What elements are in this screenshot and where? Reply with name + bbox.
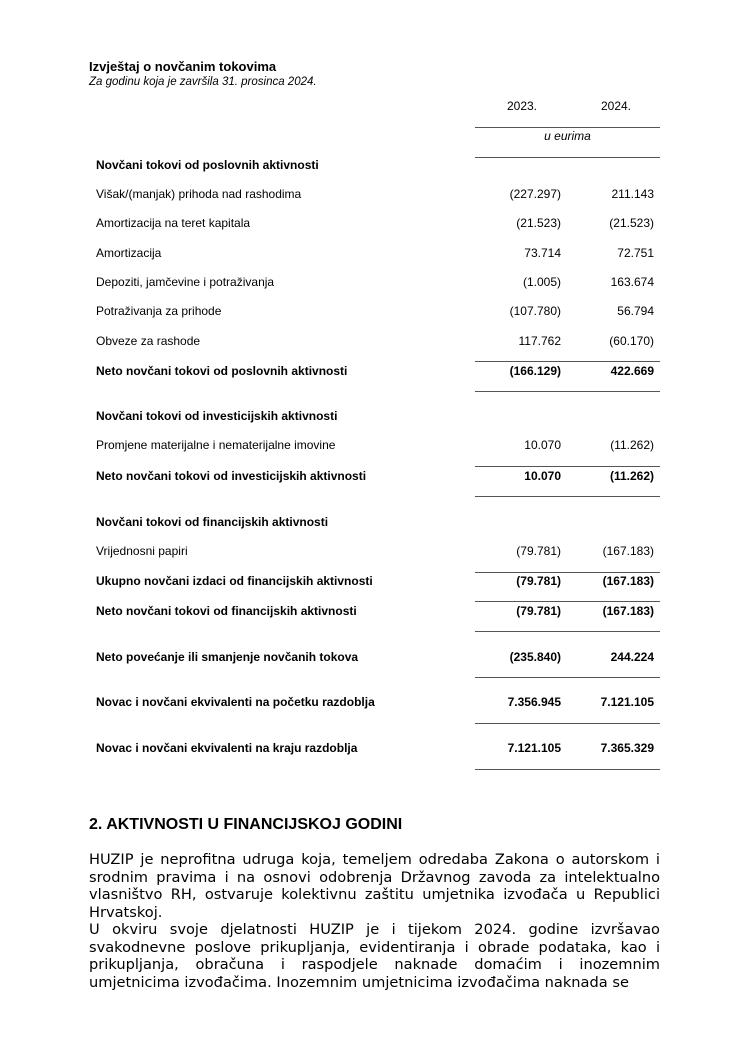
row-label: Novac i novčani ekvivalenti na kraju razdoblja [96,741,358,755]
value-2023: (107.780) [509,304,561,318]
row-label: Novčani tokovi od poslovnih aktivnosti [96,158,319,172]
paragraph: U okviru svoje djelatnosti HUZIP je i tijekom 2024. godine izvršavao svakodnevne poslove prikupljanja, evidentiranja i obrade podataka, kao i prikupljanja, obračuna i raspodjele naknade domaćim i inozemnim umjetnicima izvođačima. Inozemnim umjetnicima izvođačima naknada se [89,921,660,991]
value-2023: (79.781) [516,544,561,558]
rule [475,466,660,467]
value-2024: (167.183) [602,544,654,558]
rule [475,769,660,770]
value-2024: 72.751 [617,246,654,260]
value-2024: 163.674 [610,275,654,289]
section-row-operating [0,158,749,174]
row-label: Višak/(manjak) prihoda nad rashodima [96,187,302,201]
value-2024: 211.143 [611,187,654,201]
closing-cash-row [0,741,749,757]
value-2023: (166.129) [509,364,561,378]
row-label: Vrijednosni papiri [96,544,188,558]
value-2023: 10.070 [524,438,561,452]
subtotal-row-operating [0,364,749,380]
value-2024: (21.523) [609,216,654,230]
row-label: Neto novčani tokovi od investicijskih aktivnosti [96,469,367,483]
rule [475,677,660,678]
value-2023: (1.005) [522,275,561,289]
paragraph: HUZIP je neprofitna udruga koja, temeljem odredaba Zakona o autorskom i srodnim pravima i na osnovi odobrenja Državnog zavoda za intelektualno vlasništvo RH, ostvaruje kolektivnu zaštitu umjetnika izvođača u Republici Hrvatskoj. [89,851,660,921]
value-2023: (79.781) [516,604,561,618]
row-label: Depoziti, jamčevine i potraživanja [96,275,275,289]
table-row [0,216,749,232]
row-label: Neto novčani tokovi od poslovnih aktivnosti [96,364,348,378]
value-2024: (167.183) [602,604,654,618]
value-2023: 7.356.945 [507,695,561,709]
table-row [0,187,749,203]
row-label: Amortizacija [96,246,162,260]
row-label: Novčani tokovi od investicijskih aktivnosti [96,409,338,423]
value-2024: (11.262) [610,438,654,452]
table-row [0,544,749,560]
rule [475,496,660,497]
value-2023: (21.523) [516,216,561,230]
value-2023: (227.297) [509,187,561,201]
column-header-2023: 2023. [506,99,537,113]
table-row [0,275,749,291]
table-row [0,304,749,320]
value-2023: 117.762 [518,334,561,348]
row-label: Amortizacija na teret kapitala [96,216,251,230]
header-rule-top [475,127,660,128]
value-2024: 7.365.329 [600,741,654,755]
statement-title: Izvještaj o novčanim tokovima [89,59,277,74]
row-label: Promjene materijalne i nematerijalne imovine [96,438,336,452]
rule [475,601,660,602]
rule [475,723,660,724]
rule [475,391,660,392]
value-2024: (11.262) [609,469,654,483]
table-row [0,438,749,454]
value-2024: 244.224 [610,650,654,664]
value-2023: (235.840) [509,650,561,664]
value-2024: (167.183) [602,574,654,588]
row-label: Ukupno novčani izdaci od financijskih aktivnosti [96,574,373,588]
column-header-2024: 2024. [600,99,631,113]
value-2024: 7.121.105 [600,695,654,709]
row-label: Neto novčani tokovi od financijskih aktivnosti [96,604,357,618]
total-row-financing-outflows [0,574,749,590]
value-2023: 10.070 [524,469,561,483]
subtotal-row-investing [0,469,749,485]
row-label: Potraživanja za prihode [96,304,222,318]
row-label: Novac i novčani ekvivalenti na početku razdoblja [96,695,375,709]
section-row-financing [0,515,749,531]
net-change-row [0,650,749,666]
value-2024: 56.794 [617,304,654,318]
value-2024: (60.170) [609,334,654,348]
statement-subtitle: Za godinu koja je završila 31. prosinca 2024. [89,76,317,88]
section-heading: 2. AKTIVNOSTI U FINANCIJSKOJ GODINI [89,816,403,833]
value-2023: (79.781) [516,574,561,588]
section-row-investing [0,409,749,425]
rule [475,572,660,573]
currency-unit: u eurima [544,129,591,143]
row-label: Novčani tokovi od financijskih aktivnosti [96,515,329,529]
value-2023: 73.714 [524,246,561,260]
table-row [0,246,749,262]
table-row [0,334,749,350]
value-2023: 7.121.105 [507,741,561,755]
subtotal-row-financing [0,604,749,620]
opening-cash-row [0,695,749,711]
row-label: Obveze za rashode [96,334,201,348]
rule [475,631,660,632]
rule [475,361,660,362]
row-label: Neto povećanje ili smanjenje novčanih tokova [96,650,359,664]
value-2024: 422.669 [610,364,654,378]
